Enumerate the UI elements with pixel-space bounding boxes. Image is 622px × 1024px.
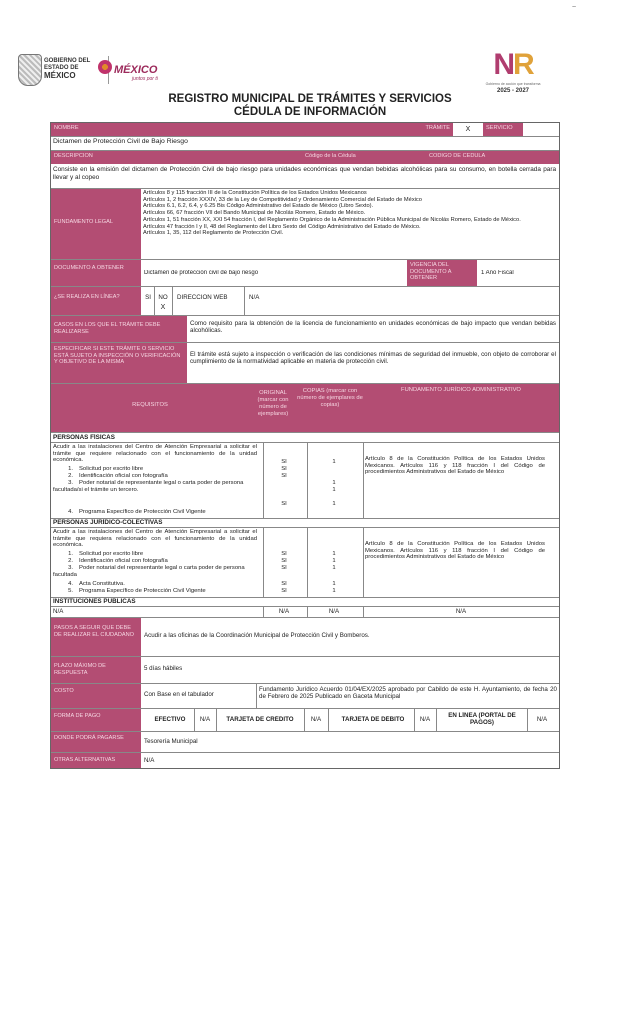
codigo-label: Código de la Cédula — [305, 153, 356, 159]
copy-cell: 1 — [332, 565, 336, 571]
codigo-value: CÓDIGO DE CÉDULA — [429, 153, 486, 159]
requisitos-header: REQUISITOS — [51, 384, 249, 432]
forma-pago-label: FORMA DE PAGO — [51, 709, 141, 731]
documento-label: DOCUMENTO A OBTENER — [51, 260, 141, 286]
copy-cell: 1 — [332, 551, 336, 557]
donde-value: Tesorería Municipal — [144, 738, 198, 745]
debito-value: N/A — [419, 716, 431, 723]
original-cell: SI — [281, 501, 287, 507]
original-cell: SI — [281, 466, 287, 472]
instituciones-title: INSTITUCIONES PÚBLICAS — [53, 598, 136, 605]
publicas-copias: N/A — [328, 608, 340, 615]
otras-value: N/A — [144, 757, 155, 764]
copy-cell: 1 — [332, 581, 336, 587]
tramite-label: TRÁMITE — [383, 123, 453, 136]
publicas-fundamento: N/A — [455, 608, 467, 615]
fundamento-line: Artículos 8 y 115 fracción III de la Constitución Política de los Estados Unidos Mexicanos — [143, 190, 367, 196]
efectivo-label: EFECTIVO — [154, 716, 186, 723]
inspeccion-label: ESPECIFICAR SI ESTE TRÁMITE O SERVICIO ESTÁ SUJETO A INSPECCIÓN O VERIFICACIÓN Y OBJETIVO DE LA MISMA — [51, 343, 187, 383]
inspeccion-value: El trámite está sujeto a inspección o verificación de las condiciones mínimas de seguridad del inmueble, con objeto de corroborar el cumplimiento de la normatividad aplicable en materia de protección civil. — [190, 351, 556, 366]
morales-fundamento: Artículo 8 de la Constitución Política de los Estados Unidos Mexicanos. Artículos 116 y 118 fracción I del Código de procedimientos Administrativos del Estado de México — [365, 541, 545, 561]
original-cell: SI — [281, 551, 287, 557]
tramite-mark: X — [465, 126, 471, 133]
pasos-label: PASOS A SEGUIR QUE DEBE DE REALIZAR EL CIUDADANO — [51, 618, 141, 656]
servicio-mark — [523, 123, 559, 136]
vigencia-label: VIGENCIA DEL DOCUMENTO A OBTENER — [407, 260, 477, 286]
list-item: 5. Programa Específico de Protección Civil Vigente — [68, 588, 206, 594]
copy-cell: 1 — [332, 588, 336, 594]
list-item: 1. Solicitud por escrito libre — [68, 466, 144, 472]
plazo-label: PLAZO MÁXIMO DE RESPUESTA — [51, 657, 141, 683]
pasos-value: Acudir a las oficinas de la Coordinación Municipal de Protección Civil y Bomberos. — [144, 632, 370, 639]
linea-pago-value: N/A — [536, 716, 548, 723]
mexico-brand-logo: MÉXICO juntos por ti — [98, 56, 168, 82]
fundamento-line: Artículos 47 fracción I y II, 48 del Reglamento del Libro Sexto del Código Administrativo del Estado de México. — [143, 223, 421, 230]
state-government-name: GOBIERNO DEL ESTADO DE MÉXICO — [44, 58, 91, 80]
copy-cell: 1 — [332, 480, 336, 486]
information-form — [50, 122, 560, 769]
list-item: 4. Acta Constitutiva. — [68, 581, 125, 587]
credito-label: TARJETA DE CRÉDITO — [226, 716, 294, 723]
fundamento-line: Artículos 1, 35, 112 del Reglamento de Protección Civil. — [143, 230, 284, 237]
plazo-value: 5 días hábiles — [144, 665, 183, 672]
list-item: 3. Poder notarial del representante legal o carta poder de persona facultada — [53, 565, 245, 578]
otras-label: OTRAS ALTERNATIVAS — [51, 753, 141, 768]
costo-label: COSTO — [51, 684, 141, 708]
fisicas-fundamento: Artículo 8 de la Constitución Política de los Estados Unidos Mexicanos. Artículos 116 y 118 fracción I del Código de procedimientos Administrativos del Estado de México — [365, 456, 545, 476]
linea-no-mark: X — [160, 304, 166, 311]
linea-si: SI — [145, 294, 151, 301]
copy-cell: 1 — [332, 459, 336, 465]
direccion-label: DIRECCIÓN WEB — [177, 294, 228, 301]
list-item: 4. Programa Específico de Protección Civil Vigente — [68, 509, 206, 515]
linea-no: NO — [158, 294, 168, 301]
original-header: ORIGINAL (marcar con número de ejemplares) — [249, 384, 297, 432]
original-cell: SI — [281, 581, 287, 587]
corner-mark: ~ — [572, 4, 577, 11]
fundamento-juridico-header: FUNDAMENTO JURÍDICO ADMINISTRATIVO — [363, 384, 559, 432]
list-item: 3. Poder notarial de representante legal o carta poder de persona facultada/si el trámite un tercero. — [53, 480, 244, 493]
state-seal-icon — [18, 54, 42, 86]
costo-fundamento: Fundamento Jurídico Acuerdo 01/04/EX/2025 aprobado por Cabildo de este H. Ayuntamiento, de fecha 20 de Febrero de 2025 Publicado en Gaceta Municipal — [259, 686, 557, 701]
credito-value: N/A — [310, 716, 322, 723]
publicas-requisito: N/A — [53, 608, 64, 615]
fundamento-line: Artículos 6.1, 6.2, 6.4, y 6.25 Bis Código Administrativo del Estado de México (Libro Sexto). — [143, 203, 374, 210]
page-title: REGISTRO MUNICIPAL DE TRÁMITES Y SERVICIOS CÉDULA DE INFORMACIÓN — [168, 93, 452, 118]
list-item: 2. Identificación oficial con fotografía — [68, 473, 168, 479]
copy-cell: 1 — [332, 501, 336, 507]
documento-value: Dictamen de protección civil de bajo riesgo — [144, 270, 259, 276]
original-cell: SI — [281, 473, 287, 479]
costo-value: Con Base en el tabulador — [144, 691, 214, 698]
original-cell: SI — [281, 459, 287, 465]
nombre-value: Dictamen de Protección Civil de Bajo Riesgo — [53, 138, 188, 145]
nr-monogram-icon: NR — [493, 48, 533, 81]
fisicas-intro: Acudir a las instalaciones del Centro de Atención Empresarial a solicitar el trámite que requiere relacionado con el funcionamiento de la unidad económica. — [53, 444, 257, 464]
fundamento-line: Artículos 1, 51 fracción XX, XXI 54 fracción I, del Reglamento Orgánico de la Administración Pública Municipal de Nicolás Romero, Estado de México. — [143, 216, 521, 223]
list-item: 1. Solicitud por escrito libre — [68, 551, 144, 557]
casos-value: Como requisito para la obtención de la licencia de funcionamiento en unidades económicas de bajo impacto que vendan bebidas alcohólicas. — [190, 320, 556, 335]
original-cell: SI — [281, 558, 287, 564]
copy-cell: 1 — [332, 487, 336, 493]
personas-fisicas-title: PERSONAS FÍSICAS — [53, 434, 115, 441]
descripcion-label: DESCRIPCIÓN — [54, 153, 93, 159]
fundamento-line: Artículos 66, 67 fracción VII del Bando Municipal de Nicolás Romero, Estado de México. — [143, 210, 366, 217]
morales-intro: Acudir a las instalaciones del Centro de Atención Empresarial a solicitar el trámite que requiera relacionado con el funcionamiento de la unidad económica. — [53, 529, 257, 549]
direccion-value: N/A — [249, 294, 260, 301]
copy-cell: 1 — [332, 558, 336, 564]
list-item: 2. Identificación oficial con fotografía — [68, 558, 168, 564]
fundamento-label: FUNDAMENTO LEGAL — [51, 189, 141, 259]
servicio-label: SERVICIO — [483, 123, 523, 136]
nombre-label: NOMBRE — [51, 123, 383, 136]
linea-label: ¿SE REALIZA EN LÍNEA? — [51, 287, 141, 315]
original-cell: SI — [281, 588, 287, 594]
debito-label: TARJETA DE DÉBITO — [341, 716, 405, 723]
original-cell: SI — [281, 565, 287, 571]
publicas-original: N/A — [278, 608, 290, 615]
donde-label: DONDE PODRÁ PAGARSE — [51, 732, 141, 752]
fundamento-line: Artículos 1, 2 fracción XXXIV, 33 de la Ley de Competitividad y Ordenamiento Comercial del Estado de México — [143, 196, 422, 203]
flower-icon — [98, 60, 112, 74]
linea-pago-label: EN LÍNEA (PORTAL DE PAGOS) — [448, 712, 516, 727]
casos-label: CASOS EN LOS QUE EL TRÁMITE DEBE REALIZARSE — [51, 316, 187, 342]
efectivo-value: N/A — [199, 716, 211, 723]
municipal-logo: NR Gobierno de acción que transforma 2025 - 2027 — [476, 44, 550, 104]
vigencia-value: 1 Año Fiscal — [481, 270, 514, 276]
descripcion-value: Consiste en la emisión del dictamen de Protección Civil de bajo riesgo para unidades económicas que vendan bebidas alcohólicas para su consumo, en botella cerrada para llevar y al copeo — [53, 166, 556, 181]
personas-morales-title: PERSONAS JURÍDICO-COLECTIVAS — [53, 519, 163, 526]
fundamento-list — [143, 190, 557, 258]
copias-header: COPIAS (marcar con número de ejemplares de copias) — [297, 384, 363, 432]
